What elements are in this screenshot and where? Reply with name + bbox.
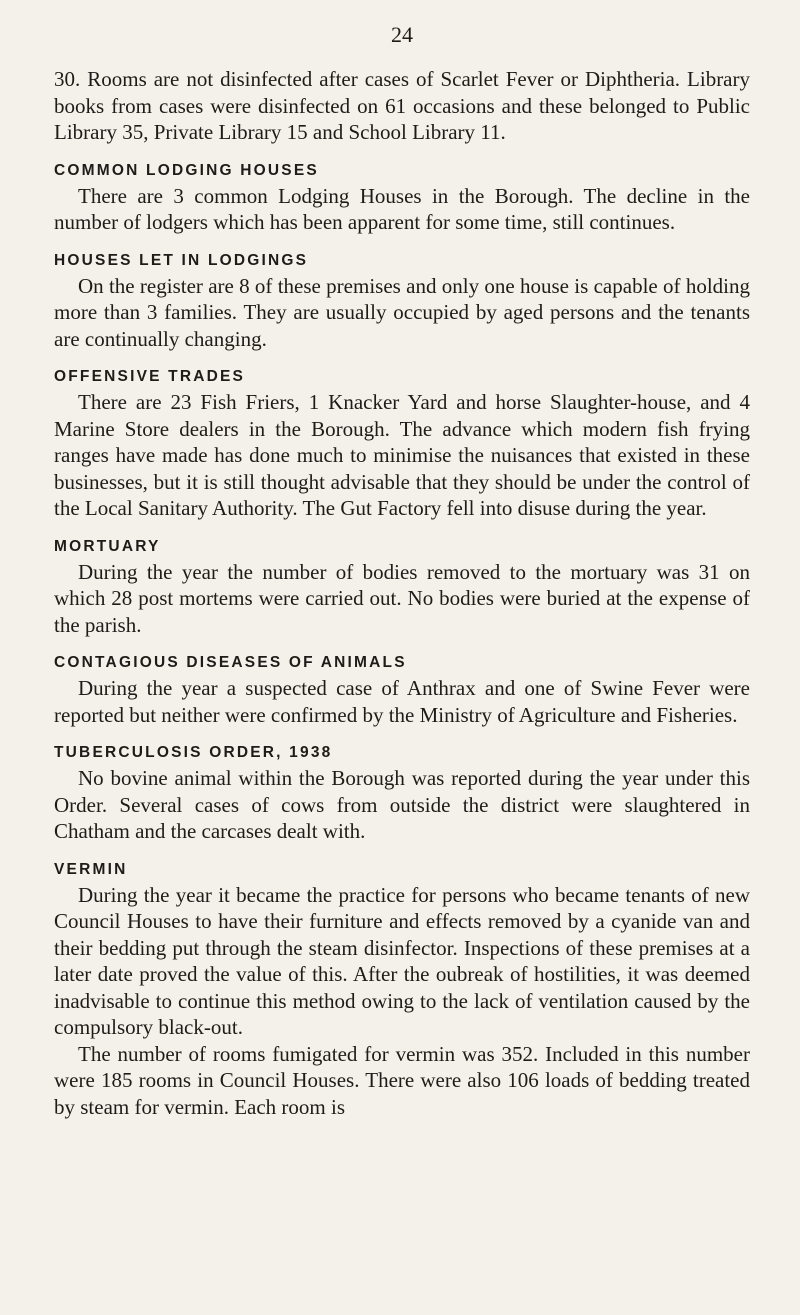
section-heading: COMMON LODGING HOUSES: [54, 161, 319, 179]
section-heading: HOUSES LET IN LODGINGS: [54, 251, 309, 269]
section-paragraph: During the year the number of bodies removed to the mortuary was 31 on which 28 post mortems were carried out. No bodies were buried at the expense of the parish.: [54, 559, 750, 637]
section-contagious-diseases-of-animals: [54, 654, 750, 728]
section-paragraph: During the year a suspected case of Anthrax and one of Swine Fever were reported but neither were confirmed by the Ministry of Agriculture and Fisheries.: [54, 676, 750, 727]
section-heading: CONTAGIOUS DISEASES OF ANIMALS: [54, 654, 407, 671]
section-houses-let-in-lodgings: [54, 252, 750, 353]
section-paragraph: On the register are 8 of these premises and only one house is capable of holding more than 3 families. They are usually occupied by aged persons and the tenants are continually changing.: [54, 273, 750, 351]
section-mortuary: [54, 538, 750, 639]
section-paragraph: The number of rooms fumigated for vermin was 352. Included in this number were 185 rooms in Council Houses. There were also 106 loads of bedding treated by steam for vermin. Each room is: [54, 1041, 750, 1119]
intro-paragraph: 30. Rooms are not disinfected after cases of Scarlet Fever or Diphtheria. Library books from cases were disinfected on 61 occasions and these belonged to Public Library 35, Private Library 15 and School Library 11.: [54, 67, 750, 144]
section-heading: MORTUARY: [54, 537, 161, 555]
section-paragraph: There are 3 common Lodging Houses in the Borough. The decline in the number of lodgers which has been apparent for some time, still continues.: [54, 183, 750, 234]
section-vermin: [54, 861, 750, 1121]
section-heading: VERMIN: [54, 860, 128, 878]
page-number: 24: [391, 22, 413, 47]
section-paragraph: No bovine animal within the Borough was reported during the year under this Order. Several cases of cows from outside the district were slaughtered in Chatham and the carcases dealt with.: [54, 766, 750, 843]
section-common-lodging-houses: [54, 162, 750, 236]
section-paragraph: There are 23 Fish Friers, 1 Knacker Yard and horse Slaughter-house, and 4 Marine Store dealers in the Borough. The advance which modern fish frying ranges have made has done much to minimise the nuisances that existed in these businesses, but it is still thought advisable that they should be under the control of the Local Sanitary Authority. The Gut Factory fell into disuse during the year.: [54, 390, 750, 520]
section-offensive-trades: [54, 368, 750, 522]
section-heading: OFFENSIVE TRADES: [54, 368, 246, 385]
section-paragraph: During the year it became the practice for persons who became tenants of new Council Houses to have their furniture and effects removed by a cyanide van and their bedding put through the steam disinfector. Inspections of these premises at a later date proved the value of this. After the oubreak of hostilities, it was deemed inadvisable to continue this method owing to the lack of ventilation caused by the compulsory black-out.: [54, 882, 750, 1039]
section-heading: TUBERCULOSIS ORDER, 1938: [54, 744, 333, 761]
section-tuberculosis-order: [54, 744, 750, 845]
